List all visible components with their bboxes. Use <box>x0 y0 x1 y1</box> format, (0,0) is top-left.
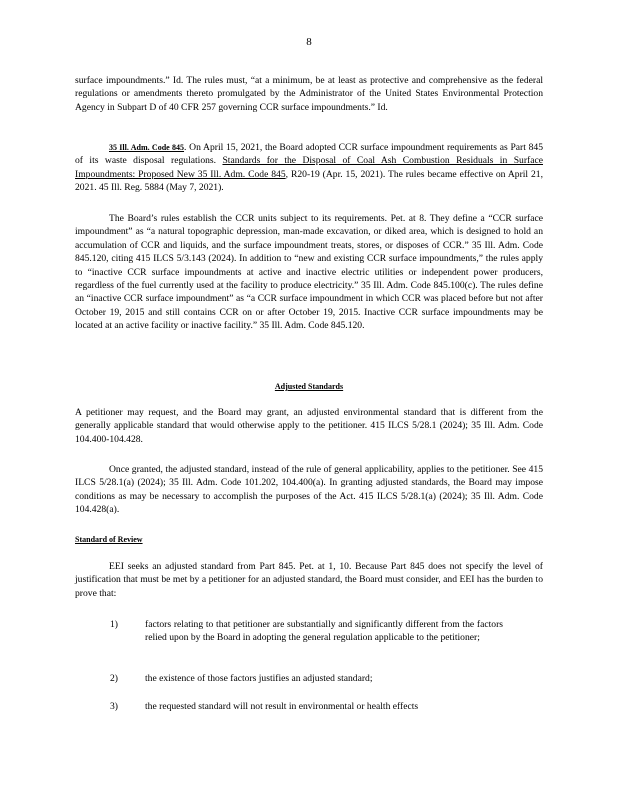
paragraph-ccr-definitions: The Board’s rules establish the CCR units subject to its requirements. Pet. at 8. They define a “CCR surface impoundment” as “a natural topographic depression, man-made excavation, or diked area, which is designed to hold an accumulation of CCR and liquids, and the surface impoundment treats, stores, or disposes of CCR.” 35 Ill. Adm. Code 845.120, citing 415 ILCS 5/3.143 (2024). In addition to “new and existing CCR surface impoundments,” the rules apply to “inactive CCR surface impoundments at active and inactive electric utilities or independent power producers, regardless of the fuel currently used at the facility to produce electricity.” 35 Ill. Adm. Code 845.100(c). The rules define an “inactive CCR surface impoundment” as “a CCR surface impoundment in which CCR was placed before but not after October 19, 2015 and still contains CCR on or after October 19, 2015. Inactive CCR surface impoundments may be located at an active facility or inactive facility.” 35 Ill. Adm. Code 845.120. <box>75 213 543 332</box>
heading-standard-of-review: Standard of Review <box>75 535 143 544</box>
rulemaking-title: Standards for the Disposal of Coal Ash Combustion Residuals in Surface Impoundments: Proposed New 35 Ill. Adm. Code 845 <box>75 155 543 180</box>
list-item-number: 1) <box>110 619 118 630</box>
list-item-number: 2) <box>110 673 118 684</box>
heading-adjusted-standards: Adjusted Standards <box>274 382 344 391</box>
paragraph-burden-of-proof: EEI seeks an adjusted standard from Part 845. Pet. at 1, 10. Because Part 845 does not specify the level of justification that must be met by a petitioner for an adjusted standard, the Board must consider, and EEI has the burden to prove that: <box>75 561 543 599</box>
page-number: 8 <box>306 36 312 48</box>
paragraph-part-845-text-a: . On April 15, 2021, the Board adopted CCR surface impoundment requirements as Part 845 of its waste disposal regulations. <box>75 142 543 167</box>
paragraph-adjusted-standard-effect: Once granted, the adjusted standard, instead of the rule of general applicability, applies to the petitioner. See 415 ILCS 5/28.1(a) (2024); 35 Ill. Adm. Code 101.202, 104.400(a). In granting adjusted standards, the Board may impose conditions as may be necessary to accomplish the purposes of the Act. 415 ILCS 5/28.1(a) (2024); 35 Ill. Adm. Code 104.428(a). <box>75 464 543 516</box>
paragraph-part-845-text-b: , R20-19 (Apr. 15, 2021). The rules became effective on April 21, 2021. 45 Ill. Reg. 5884 (May 7, 2021). <box>75 168 543 194</box>
list-item-number: 3) <box>110 701 118 712</box>
paragraph-part-845-adoption <box>75 141 543 195</box>
list-item-text: factors relating to that petitioner are substantially and significantly different from the factors relied upon by the Board in adopting the general regulation applicable to the petitioner; <box>145 619 503 644</box>
list-item-text: the existence of those factors justifies an adjusted standard; <box>145 673 373 684</box>
paragraph-adjusted-standard-request: A petitioner may request, and the Board may grant, an adjusted environmental standard that is different from the generally applicable standard that would otherwise apply to the petitioner. 415 ILCS 5/28.1 (2024); 35 Ill. Adm. Code 104.400-104.428. <box>75 407 543 445</box>
paragraph-rules-requirement: surface impoundments.” Id. The rules must, “at a minimum, be at least as protective and comprehensive as the federal regulations or amendments thereto promulgated by the Administrator of the United States Environmental Protection Agency in Subpart D of 40 CFR 257 governing CCR surface impoundments.” Id. <box>75 75 543 113</box>
part-845-citation: 35 Ill. Adm. Code 845 <box>109 143 185 152</box>
list-item-text: the requested standard will not result in environmental or health effects <box>145 701 419 712</box>
